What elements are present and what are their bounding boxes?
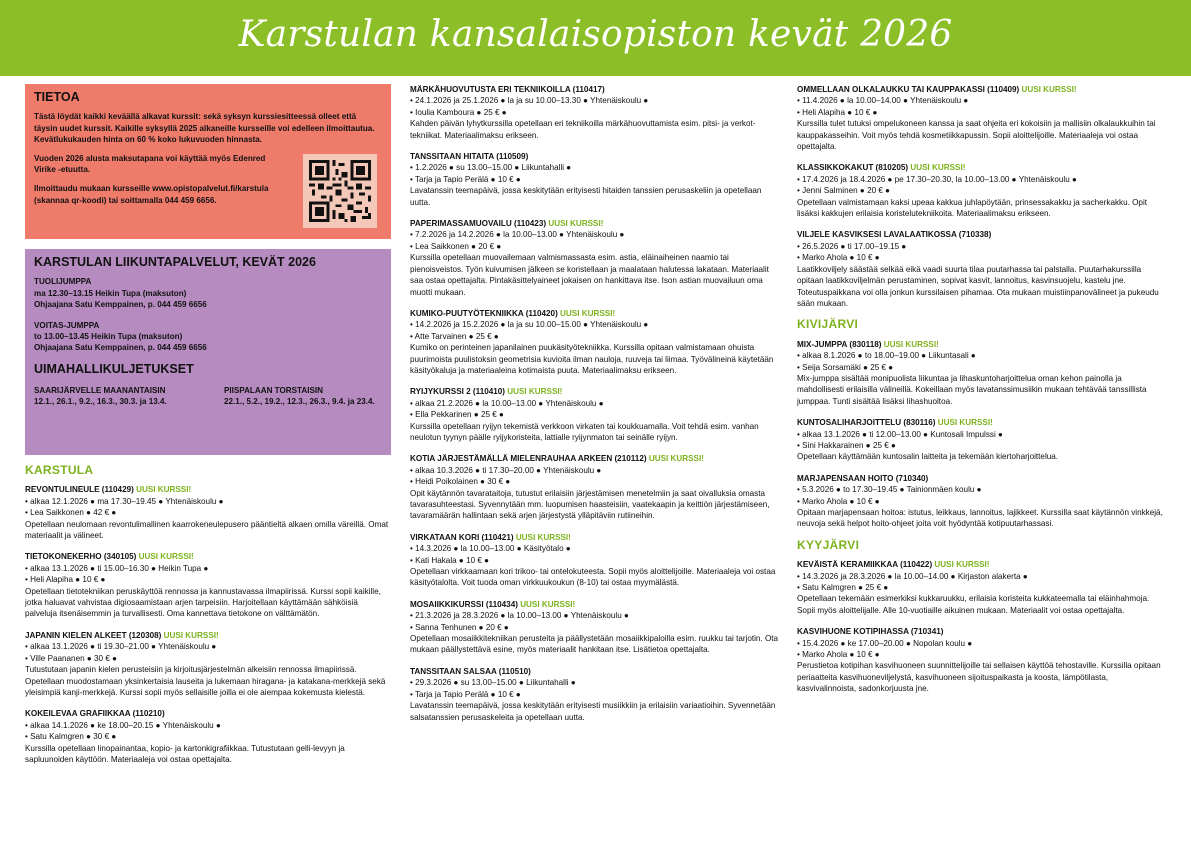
- course-schedule: • 29.3.2026 ● su 13.00–15.00 ● Liikuntahalli ●: [410, 678, 576, 688]
- course-description: Mix-jumppa sisältää monipuolista liikuntaa ja lihaskuntoharjoittelua oman kehon painolla ja mahdollisesti erilaisilla välineillä. Kokeillaan myös lavatanssimusiikin mukaan tehtävää tanssillista jumppaa. Tunti sisältää lisäksi lihashuoltoa.: [797, 373, 1147, 406]
- course-entry: [797, 559, 1169, 616]
- course-description: Opetellaan tekemään esimerkiksi kukkaruukku, erilaisia koristeita kukkateemalla tai eläinhahmoja. Sopii myös aloittelijalle. Alle 10-vuotiaille aikuinen mukaan. Materiaalit voi ostaa opettajalta.: [797, 594, 1150, 615]
- new-course-badge: UUSI KURSSI!: [163, 630, 219, 640]
- course-teacher-price: • Lea Saikkonen ● 20 € ●: [410, 241, 502, 251]
- new-course-badge: UUSI KURSSI!: [507, 387, 563, 397]
- new-course-badge: UUSI KURSSI!: [515, 532, 571, 542]
- course-description: Opitaan marjapensaan hoitoa: istutus, leikkaus, lannoitus, lajikkeet. Kurssilla saat käytännön vinkkejä, neuvoja sekä helpot hoito-ohjeet joita voit hyödyntää kotipuutarhassasi.: [797, 508, 1163, 529]
- course-entry: [797, 229, 1169, 309]
- course-teacher-price: • Marko Ahola ● 10 € ●: [797, 650, 880, 660]
- course-description: Kurssilla opetellaan muovailemaan valmismassasta esim. astia, eläinaiheinen naamio tai pienoisveistos. Työn kuivumisen jälkeen se koristellaan ja maalataan halutessa lakataan. Materiaalit saa ostaa opettajalta. Pintakäsittelyaineet jokaisen on hankittava itse. Ison astian muovailuun oma muotti mukaan.: [410, 253, 769, 297]
- course-title: TIETOKONEKERHO (340105): [25, 552, 137, 562]
- course-title: REVONTULINEULE (110429): [25, 485, 134, 495]
- course-teacher-price: • Satu Kalmgren ● 25 € ●: [797, 583, 889, 593]
- course-list: [797, 339, 1169, 530]
- course-description: Opetellaan mosaiikkitekniikan perusteita ja päällystetään mosaiikkipaloilla esim. ruukku tai tarjotin. Ota mukaan päällystettävä esine, myös materiaalit hankitaan itse. Lisätietoa opettajalta.: [410, 634, 779, 655]
- course-schedule: • 26.5.2026 ● ti 17.00–19.15 ●: [797, 241, 907, 251]
- course-entry: [410, 308, 782, 376]
- course-title: MARJAPENSAAN HOITO (710340): [797, 473, 929, 483]
- course-title: VILJELE KASVIKSESI LAVALAATIKOSSA (710338): [797, 230, 992, 240]
- column-3: [797, 84, 1169, 705]
- qr-code-icon[interactable]: [303, 154, 377, 228]
- course-title: KUNTOSALIHARJOITTELU (830116): [797, 418, 936, 428]
- course-description: Opetellaan käyttämään kuntosalin laitteita ja tekemään kiertoharjoittelua.: [797, 452, 1059, 462]
- course-teacher-price: • Marko Ahola ● 10 € ●: [797, 496, 880, 506]
- course-teacher-price: • Ella Pekkarinen ● 25 € ●: [410, 410, 504, 420]
- course-teacher-price: • Seija Sorsamäki ● 25 € ●: [797, 362, 894, 372]
- course-entry: [410, 599, 782, 656]
- course-title: KOTIA JÄRJESTÄMÄLLÄ MIELENRAUHAA ARKEEN (210112): [410, 454, 647, 464]
- course-schedule: • 24.1.2026 ja 25.1.2026 ● la ja su 10.00–13.30 ● Yhtenäiskoulu ●: [410, 96, 649, 106]
- info-paragraph-1: Tästä löydät kaikki keväällä alkavat kurssit: sekä syksyn kurssiesitteessä olleet että täysin uudet kurssit. Kaikille syksyllä 2025 alkaneille kursseille voi edelleen ilmoittautua. Kevätlukukauden hinta on 60 % koko lukuvuoden hinnasta.: [34, 112, 375, 144]
- course-entry: [410, 84, 782, 141]
- sports-item: [34, 320, 382, 354]
- course-title: KEVÄISTÄ KERAMIIKKAA (110422): [797, 560, 933, 570]
- course-entry: [410, 386, 782, 443]
- course-description: Opetellaan neulomaan revontulimallinen kaarrokeneulepusero pääntieltä alkaen omilla väreillä. Omat materiaalit ja välineet.: [25, 519, 389, 541]
- course-teacher-price: • Sanna Tenhunen ● 20 € ●: [410, 622, 509, 632]
- course-schedule: • 1.2.2026 ● su 13.00–15.00 ● Liikuntahalli ●: [410, 163, 572, 173]
- course-title: MIX-JUMPPA (830118): [797, 339, 882, 349]
- course-description: Opetellaan virkkaamaan kori trikoo- tai ontelokuteesta. Sopii myös aloittelijoille. Materiaaleja voi ostaa käsityötalolta. Voit tuoda oman virkkuukoukun (8-10) tai ostaa myymälästä.: [410, 567, 776, 588]
- course-title: KUMIKO-PUUTYÖTEKNIIKKA (110420): [410, 308, 558, 318]
- course-schedule: • 14.2.2026 ja 15.2.2026 ● la ja su 10.00–15.00 ● Yhtenäiskoulu ●: [410, 320, 649, 330]
- new-course-badge: UUSI KURSSI!: [136, 485, 192, 495]
- course-title: MÄRKÄHUOVUTUSTA ERI TEKNIIKOILLA (110417): [410, 85, 605, 94]
- course-entry: [797, 84, 1169, 152]
- course-teacher-price: • Atte Tarvainen ● 25 € ●: [410, 331, 499, 341]
- new-course-badge: UUSI KURSSI!: [1021, 85, 1077, 94]
- new-course-badge: UUSI KURSSI!: [548, 219, 604, 229]
- course-entry: [25, 551, 391, 619]
- course-entry: [25, 484, 391, 541]
- new-course-badge: UUSI KURSSI!: [138, 552, 194, 562]
- course-teacher-price: • Heli Alapiha ● 10 € ●: [797, 107, 878, 117]
- schedule-saarijarvi: [34, 385, 214, 407]
- area-heading-karstula: KARSTULA: [25, 463, 94, 477]
- course-description: Opetellaan tietotekniikan peruskäyttöä rennossa ja kannustavassa ilmapiirissä. Kurssi sopii kaikille, jotka haluavat vahvistaa digiosaamistaan arjen tarpeisiin. Harjoitellaan käyttämään sähköisiä palveluja itsenäisemmin ja turvallisesti. Oma kannettava tietokone on välttämätön.: [25, 586, 381, 619]
- course-title: RYIJYKURSSI 2 (110410): [410, 387, 505, 397]
- course-list: [797, 559, 1169, 694]
- course-schedule: • 21.3.2026 ja 28.3.2026 ● la 10.00–13.00 ● Yhtenäiskoulu ●: [410, 611, 629, 621]
- sports-item: [34, 276, 382, 310]
- new-course-badge: UUSI KURSSI!: [934, 560, 990, 570]
- course-title: KOKEILEVAA GRAFIIKKAA (110210): [25, 709, 165, 719]
- course-entry: [410, 151, 782, 208]
- course-title: PAPERIMASSAMUOVAILU (110423): [410, 219, 547, 229]
- info-paragraph-2: Vuoden 2026 alusta maksutapana voi käyttää myös Edenred Virike -etuutta.: [34, 154, 266, 175]
- swimming-transport-heading: UIMAHALLIKULJETUKSET: [34, 361, 194, 376]
- area-heading-kivijarvi: KIVIJÄRVI: [797, 317, 859, 332]
- course-entry: [410, 532, 782, 589]
- sports-services-box: [25, 249, 391, 455]
- course-teacher-price: • Kati Hakala ● 10 € ●: [410, 555, 490, 565]
- schedule-dates: 12.1., 26.1., 9.2., 16.3., 30.3. ja 13.4.: [34, 397, 167, 407]
- course-schedule: • 11.4.2026 ● la 10.00–14.00 ● Yhtenäiskoulu ●: [797, 96, 969, 106]
- course-schedule: • alkaa 13.1.2026 ● ti 12.00–13.00 ● Kuntosali Impulssi ●: [797, 429, 1003, 439]
- info-paragraph-3: Ilmoittaudu mukaan kursseille www.opistopalvelut.fi/karstula (skannaa qr-koodi) tai soittamalla 044 459 6656.: [34, 184, 269, 205]
- course-teacher-price: • Sini Hakkarainen ● 25 € ●: [797, 440, 896, 450]
- course-schedule: • alkaa 12.1.2026 ● ma 17.30–19.45 ● Yhtenäiskoulu ●: [25, 496, 224, 506]
- new-course-badge: UUSI KURSSI!: [883, 339, 939, 349]
- course-teacher-price: • Heidi Poikolainen ● 30 € ●: [410, 477, 511, 487]
- new-course-badge: UUSI KURSSI!: [520, 599, 576, 609]
- course-description: Kurssilla opetellaan linopainantaa, kopio- ja kartonkigrafiikkaa. Tutustutaan gelli-levyyn ja sapluunoiden käyttöön. Materiaaleja voi ostaa opettajalta.: [25, 743, 345, 764]
- course-schedule: • 5.3.2026 ● to 17.30–19.45 ● Tainionmäen koulu ●: [797, 485, 982, 495]
- course-description: Tutustutaan japanin kielen perusteisiin ja kirjoitusjärjestelmän alkeisiin rennossa ilmapiirissä. Opetellaan muodostamaan yksinkertaisia lauseita ja lukemaan hiragana- ja katakana-merkkejä sekä yleisimpiä kanji-merkkejä. Kurssi sopii myös sellaisille joilla ei ole aiempaa kokemusta kielestä.: [25, 665, 386, 697]
- page-title: Karstulan kansalaisopiston kevät 2026: [238, 14, 953, 55]
- course-teacher-price: • Marko Ahola ● 10 € ●: [797, 253, 880, 263]
- sports-heading: KARSTULAN LIIKUNTAPALVELUT, KEVÄT 2026: [34, 255, 316, 269]
- course-schedule: • 15.4.2026 ● ke 17.00–20.00 ● Nopolan koulu ●: [797, 638, 973, 648]
- schedule-piispala: [224, 385, 375, 407]
- course-schedule: • 14.3.2026 ● la 10.00–13.00 ● Käsityötalo ●: [410, 544, 571, 554]
- course-entry: [410, 666, 782, 723]
- title-banner: [0, 0, 1191, 76]
- course-teacher-price: • Tarja ja Tapio Perälä ● 10 € ●: [410, 689, 521, 699]
- sports-item-name: TUOLIJUMPPA: [34, 277, 92, 287]
- sports-item-time: ma 12.30–13.15 Heikin Tupa (maksuton): [34, 288, 187, 298]
- course-title: TANSSITAAN SALSAA (110510): [410, 666, 531, 676]
- course-entry: [797, 417, 1169, 463]
- course-schedule: • alkaa 13.1.2026 ● ti 15.00–16.30 ● Heikin Tupa ●: [25, 563, 209, 573]
- course-schedule: • alkaa 8.1.2026 ● to 18.00–19.00 ● Liikuntasali ●: [797, 351, 976, 361]
- course-description: Perustietoa kotipihan kasvihuoneen suunnittelijoille tai sellaisen käyttöä tehostaville. Kurssilla opitaan periaatteita kasvihuoneviljelystä, kasvihuoneen sijoituspaikasta ja koosta, lämpötilasta, kasvivalinnoista, sadonkorjuusta jne.: [797, 661, 1161, 694]
- sports-item-guide: Ohjaajana Satu Kemppainen, p. 044 459 6656: [34, 343, 207, 353]
- info-heading: TIETOA: [34, 90, 80, 104]
- area-heading-kyyjarvi: KYYJÄRVI: [797, 537, 860, 552]
- course-entry: [797, 626, 1169, 694]
- qr-code-graphic: [309, 160, 371, 222]
- course-schedule: • alkaa 21.2.2026 ● la 10.00–13.00 ● Yhtenäiskoulu ●: [410, 398, 604, 408]
- course-teacher-price: • Ville Paananen ● 30 € ●: [25, 653, 118, 663]
- course-teacher-price: • Tarja ja Tapio Perälä ● 10 € ●: [410, 174, 521, 184]
- course-entry: [797, 162, 1169, 219]
- course-entry: [797, 473, 1169, 530]
- course-entry: [25, 630, 391, 698]
- course-schedule: • 17.4.2026 ja 18.4.2026 ● pe 17.30–20.30, la 10.00–13.00 ● Yhtenäiskoulu ●: [797, 174, 1077, 184]
- swimming-schedule: [34, 385, 382, 407]
- new-course-badge: UUSI KURSSI!: [560, 308, 616, 318]
- course-description: Kurssilla tulet tutuksi ompelukoneen kanssa ja saat ohjeita eri kokoisiin ja mallisiin olkalaukkuihin tai kauppakasseihin. Voit myös tehdä kosmetiikkapussin. Sopii aloittelijoille. Materiaaleja voi ostaa opettajalta.: [797, 119, 1156, 152]
- schedule-title: SAARIJÄRVELLE MAANANTAISIN: [34, 386, 166, 396]
- course-description: Laatikkoviljely säästää selkää eikä vaadi suurta tilaa puutarhassa tai palstalla. Puutarhakurssilla opitaan laatikkoviljelmän perustaminen, sopivat kasvit, lannoitus, kasvinsuojelu, kastelu jne. Toteutuspaikkana voi olla jonkun kurssilaisen pihamaa. Ota mukaan muistiinpanovälineet ja pukeudu sään mukaan.: [797, 264, 1159, 308]
- course-title: KLASSIKKOKAKUT (810205): [797, 163, 909, 173]
- schedule-title: PIISPALAAN TORSTAISIN: [224, 386, 323, 396]
- course-teacher-price: • Jenni Salminen ● 20 € ●: [797, 186, 891, 196]
- course-teacher-price: • Lea Saikkonen ● 42 € ●: [25, 508, 117, 518]
- sports-item-name: VOITAS-JUMPPA: [34, 321, 100, 331]
- course-schedule: • 14.3.2026 ja 28.3.2026 ● la 10.00–14.00 ● Kirjaston alakerta ●: [797, 571, 1028, 581]
- course-list: [25, 484, 391, 765]
- course-title: TANSSITAAN HITAITA (110509): [410, 152, 529, 162]
- course-description: Kahden päivän lyhytkurssilla opetellaan eri tekniikoilla märkähuovuttamista esim. pitsi- ja verkot-tekniikat. Materiaalimaksu erikseen.: [410, 119, 756, 140]
- course-list: [410, 84, 782, 723]
- course-teacher-price: • Ioulia Kamboura ● 25 € ●: [410, 107, 507, 117]
- course-description: Kumiko on perinteinen japanilainen puukäsityötekniikka. Kurssilla opitaan valmistamaan ohuista puurimoista puulistoksin geometrisia kuvioita ilman nauloja, ruuveja tai liimaa. Työvälineinä käytetään käsityökaluja ja materiaaleina kotimaista puuta. Materiaalimaksu erikseen.: [410, 343, 774, 375]
- sports-item-guide: Ohjaajana Satu Kemppainen, p. 044 459 6656: [34, 299, 207, 309]
- course-teacher-price: • Heli Alapiha ● 10 € ●: [25, 575, 106, 585]
- course-title: JAPANIN KIELEN ALKEET (120308): [25, 630, 162, 640]
- schedule-dates: 22.1., 5.2., 19.2., 12.3., 26.3., 9.4. ja 23.4.: [224, 397, 375, 407]
- new-course-badge: UUSI KURSSI!: [937, 418, 993, 428]
- course-entry: [25, 708, 391, 765]
- course-schedule: • alkaa 14.1.2026 ● ke 18.00–20.15 ● Yhtenäiskoulu ●: [25, 720, 221, 730]
- course-description: Lavatanssin teemapäivä, jossa keskitytään erityisesti hitaiden tanssien perusaskeliin ja opetellaan uutta.: [410, 186, 762, 207]
- column-2: [410, 84, 782, 733]
- course-title: OMMELLAAN OLKALAUKKU TAI KAUPPAKASSI (110409): [797, 85, 1020, 94]
- course-list: [797, 84, 1169, 309]
- column-1: [25, 84, 391, 775]
- course-entry: [410, 453, 782, 521]
- course-schedule: • alkaa 10.3.2026 ● ti 17.30–20.00 ● Yhtenäiskoulu ●: [410, 465, 602, 475]
- course-title: KASVIHUONE KOTIPIHASSA (710341): [797, 627, 944, 637]
- new-course-badge: UUSI KURSSI!: [648, 454, 704, 464]
- course-description: Opetellaan valmistamaan kaksi upeaa kakkua juhlapöytään, prinsessakakku ja sacherkakku. Opit lisäksi kakkujen erilaisia koristelutekniikoita. Materiaalimaksu erikseen.: [797, 197, 1148, 219]
- info-box: [25, 84, 391, 239]
- course-entry: [797, 339, 1169, 407]
- course-schedule: • 7.2.2026 ja 14.2.2026 ● la 10.00–13.00 ● Yhtenäiskoulu ●: [410, 230, 625, 240]
- sports-item-time: to 13.00–13.45 Heikin Tupa (maksuton): [34, 332, 183, 342]
- new-course-badge: UUSI KURSSI!: [910, 163, 966, 173]
- course-schedule: • alkaa 13.1.2026 ● ti 19.30–21.00 ● Yhtenäiskoulu ●: [25, 642, 217, 652]
- course-description: Opit käytännön tavarataitoja, tutustut erilaisiin järjestämisen menetelmiin ja saat oivalluksia omasta tavarasuhteestasi. Syvennytään mm. luopumisen haasteisiin, vaatekaapin ja keittiön järjestämiseen, tavaramäärän hallintaan sekä arjen järjestystä ylläpitäviin rutiineihin.: [410, 488, 770, 521]
- course-title: MOSAIIKKIKURSSI (110434): [410, 599, 518, 609]
- course-title: VIRKATAAN KORI (110421): [410, 532, 514, 542]
- course-description: Kurssilla opetellaan ryijyn tekemistä verkkoon virkaten tai koukkuamalla. Voit tehdä esim. vanhan neulotun tyynyn päälle ryijykoristeita, lattialle ryijynmaton tai seinälle ryijyn.: [410, 421, 759, 442]
- course-entry: [410, 218, 782, 298]
- course-teacher-price: • Satu Kalmgren ● 30 € ●: [25, 732, 117, 742]
- course-description: Lavatanssin teemapäivä, jossa keskitytään erityisesti musiikkiin ja erilaisiin variaatioihin. Syvennetään salsatanssien perusaskeleita ja opetellaan uutta.: [410, 701, 776, 722]
